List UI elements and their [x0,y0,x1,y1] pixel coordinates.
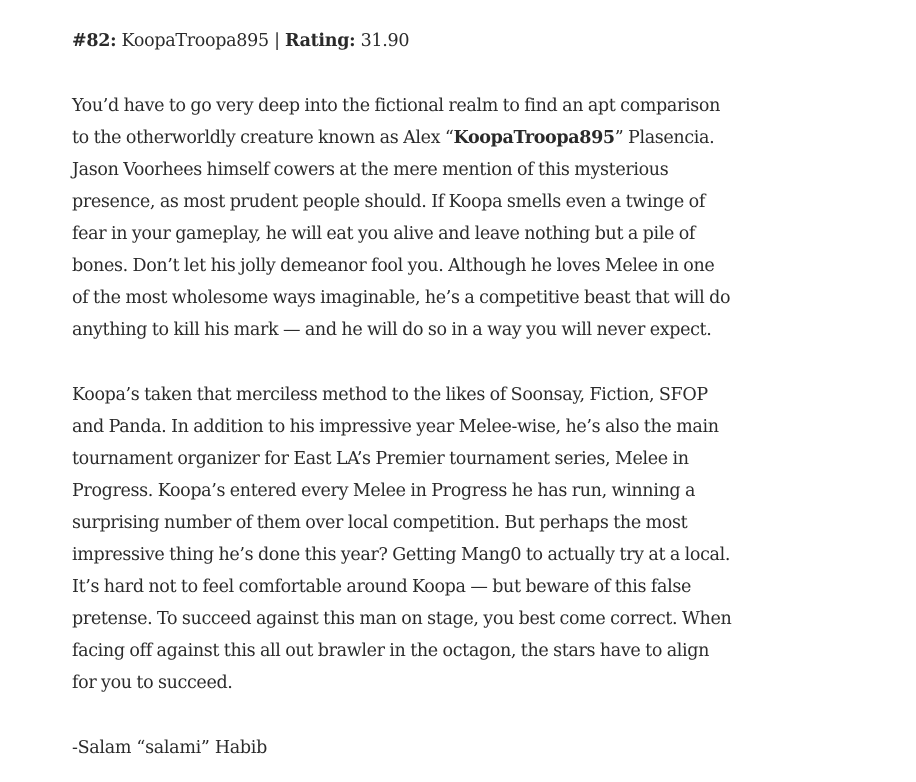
paragraph-line: and Panda. In addition to his impressive year Melee-wise, he’s also the main [72,417,719,437]
paragraph-line: bones. Don’t let his jolly demeanor fool you. Although he loves Melee in one [72,256,715,276]
paragraph-line: Koopa’s taken that merciless method to the likes of Soonsay, Fiction, SFOP [72,385,708,405]
paragraph-line: Progress. Koopa’s entered every Melee in Progress he has run, winning a [72,481,696,501]
paragraph-line: You’d have to go very deep into the fictional realm to find an apt comparison [72,96,720,116]
paragraph-line [72,122,772,154]
rank-label: #82: [72,31,117,51]
paragraph-line: fear in your gameplay, he will eat you alive and leave nothing but a pile of [72,224,696,244]
paragraph-line: of the most wholesome ways imaginable, he’s a competitive beast that will do [72,288,731,308]
text-fragment: to the otherworldly creature known as Alex “ [72,128,454,148]
player-tag: KoopaTroopa895 [121,31,269,51]
paragraph-line: pretense. To succeed against this man on stage, you best come correct. When [72,609,732,629]
paragraph-line: Jason Voorhees himself cowers at the mere mention of this mysterious [72,160,669,180]
paragraph-line: facing off against this all out brawler in the octagon, the stars have to align [72,641,710,661]
ranking-header [72,26,772,56]
article-body [72,26,772,782]
rating-value: 31.90 [360,31,410,51]
paragraph-line: It’s hard not to feel comfortable around Koopa — but beware of this false [72,577,691,597]
text-fragment: ” Plasencia. [614,128,715,148]
paragraph-line: impressive thing he’s done this year? Getting Mang0 to actually try at a local. [72,545,731,565]
paragraph-line: presence, as most prudent people should. If Koopa smells even a twinge of [72,192,705,212]
paragraph-intro [72,90,772,346]
rating-label: Rating: [284,31,356,51]
header-separator: | [274,31,280,51]
paragraph-line: tournament organizer for East LA’s Premier tournament series, Melee in [72,449,689,469]
paragraph-details [72,379,772,699]
paragraph-line: anything to kill his mark — and he will do so in a way you will never expect. [72,320,712,340]
paragraph-line: for you to succeed. [72,673,233,693]
paragraph-line: surprising number of them over local competition. But perhaps the most [72,513,688,533]
author-signature: -Salam “salami” Habib [72,738,268,758]
player-tag-bold: KoopaTroopa895 [453,128,615,148]
